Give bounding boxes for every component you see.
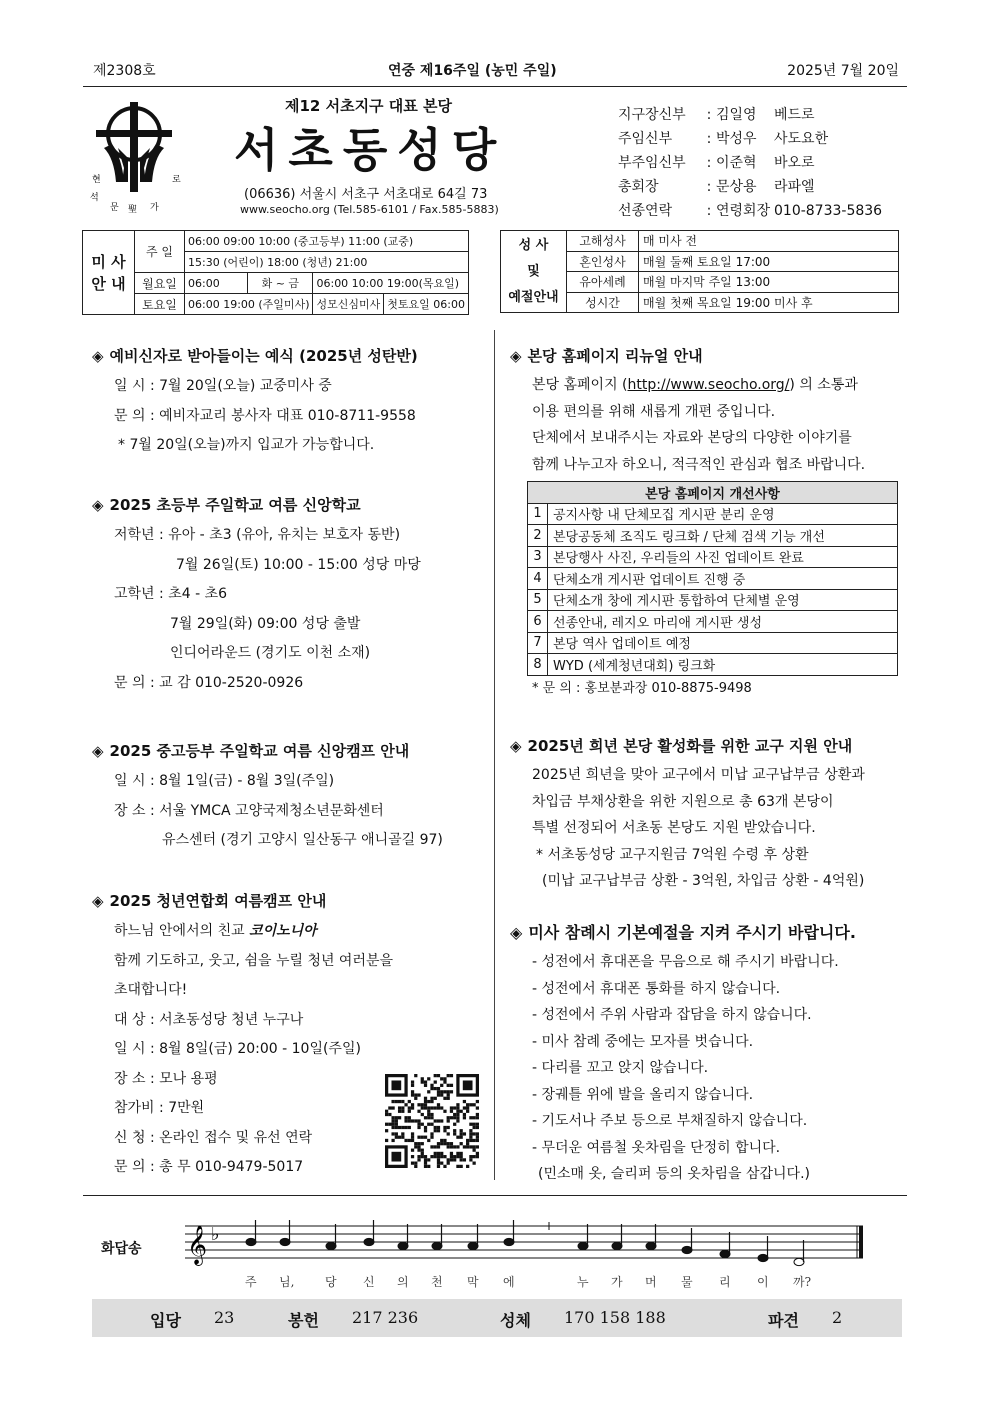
logo-char-5: 가 [150,203,159,213]
diamond-bullet-icon: ◈ [510,347,522,365]
staff-row: 선종연락 : 연령회장 010-8733-5836 [618,199,882,223]
note-mark [504,1238,514,1245]
text-line: 특별 선정되어 서초동 본당도 지원 받았습니다. [532,820,816,836]
psalm-staff [183,1210,865,1292]
lyric-syllable: 당 [325,1275,337,1289]
text-line: 고학년 : 초4 - 초6 [114,586,228,602]
text-line: 함께 나누고자 하오니, 적극적인 관심과 협조 바랍니다. [532,456,866,473]
lyric-syllable: 까? [793,1275,812,1289]
hymn-numbers-band [92,1299,902,1337]
staff-extra: 바오로 [774,155,815,171]
note-mark [246,1238,256,1245]
logo-char-1: 현 [92,175,101,185]
note-mark [326,1242,336,1249]
text-line: - 무더운 여름철 옷차림을 단정히 합니다. [532,1139,781,1156]
sacrament-kind: 고해성사 [567,231,639,252]
staff-role: 총회장 [618,179,659,195]
text-line: 7월 29일(화) 09:00 성당 출발 [170,615,361,632]
church-address: (06636) 서울시 서초구 서초대로 64길 73 [244,187,488,202]
qr-code-icon[interactable] [385,1074,479,1168]
staff-name: 이준혁 [716,155,757,171]
note-mark [682,1246,692,1253]
note-mark [280,1238,290,1245]
table-row: 6 선종안내, 레지오 마리애 게시판 생성 [528,611,898,633]
diamond-bullet-icon: ◈ [510,923,523,942]
top-info-row [93,58,899,84]
staff-name: 연령회장 [716,203,771,219]
sacrament-kind: 혼인성사 [567,251,639,272]
text-line: - 미사 참례 중에는 모자를 벗습니다. [532,1033,754,1050]
mass-schedule-table [82,230,469,315]
section-title: ◈ 미사 참례시 기본예절을 지켜 주시기 바랍니다. [510,923,856,942]
note-mark [364,1238,374,1245]
staff-role: 부주임신부 [618,155,686,171]
diamond-bullet-icon: ◈ [92,892,104,910]
mass-marian-time: 첫토요일 06:00 [384,294,469,315]
homepage-contact: * 문 의 : 홍보분과장 010-8875-9498 [532,681,752,696]
lyric-syllable: 리 [719,1275,731,1289]
table-row: 3 본당행사 사진, 우리들의 사진 업데이트 완료 [528,546,898,568]
church-logo [84,98,194,216]
logo-char-3: 문 [110,203,119,213]
sacrament-label: 성 사 및 예절안내 [501,231,567,313]
lyric-syllable: 머 [645,1275,657,1289]
table-row: 2 본당공동체 조직도 링크화 / 단체 검색 기능 개선 [528,525,898,547]
sacrament-kind: 성시간 [567,292,639,313]
note-mark [758,1254,768,1261]
section-title: ◈ 2025 청년연합회 여름캠프 안내 [92,892,327,910]
diamond-bullet-icon: ◈ [92,347,104,365]
note-mark [578,1242,588,1249]
text-line: 참가비 : 7만원 [114,1100,205,1116]
note-mark [720,1250,730,1257]
staff-role: 주임신부 [618,131,673,147]
section-elementary-camp [92,494,421,698]
note-mark [468,1242,478,1249]
staff-row: 총회장 : 문상용 라파엘 [618,175,882,199]
text-line: 이용 편의를 위해 새롭게 개편 중입니다. [532,403,776,420]
flat-icon: ♭ [211,1224,220,1245]
text-line: 일 시 : 8월 8일(금) 20:00 - 10일(주일) [114,1041,361,1057]
staff-row: 주임신부 : 박성우 사도요한 [618,127,882,151]
homepage-link[interactable]: http://www.seocho.org/ [627,377,790,393]
text-line: - 기도서나 주보 등으로 부채질하지 않습니다. [532,1113,808,1129]
lyric-syllable: 신 [363,1275,375,1289]
offertory-label: 봉헌 [288,1311,319,1330]
church-contact: www.seocho.org (Tel.585-6101 / Fax.585-5883) [240,203,499,216]
section-homepage [510,345,865,478]
section-middle-camp [92,740,443,856]
lyric-syllable: 이 [757,1275,769,1289]
dismissal-label: 파견 [768,1311,799,1330]
entrance-number: 23 [214,1308,235,1327]
mass-sunday-label: 주 일 [135,231,185,273]
text-line: - 성전에서 휴대폰 통화를 하지 않습니다. [532,980,781,997]
note-mark [398,1242,408,1249]
sacrament-kind: 유아세례 [567,272,639,293]
logo-char-4: 로 [172,175,181,185]
table-row: 7 본당 역사 업데이트 예정 [528,632,898,654]
staff-row: 부주임신부 : 이준혁 바오로 [618,151,882,175]
lyric-syllable: 천 [431,1275,443,1289]
text-line: 7월 26일(토) 10:00 - 15:00 성당 마당 [176,556,421,573]
text-line: 장 소 : 서울 YMCA 고양국제청소년문화센터 [114,802,384,819]
lyric-syllable: 에 [503,1275,515,1289]
offertory-numbers: 217 236 [352,1308,419,1327]
text-line: 단체에서 보내주시는 자료와 본당의 다양한 이야기를 [532,430,852,446]
text-line: 일 시 : 8월 1일(금) - 8월 3일(주일) [114,773,335,789]
bottom-rule [83,1195,907,1196]
table-row: 4 단체소개 게시판 업데이트 진행 중 [528,568,898,590]
text-line: 문 의 : 예비자교리 봉사자 대표 010-8711-9558 [114,407,416,424]
koinonia-emphasis: 코이노니아 [249,923,317,939]
text-line: 함께 기도하고, 웃고, 쉼을 누릴 청년 여러분을 [114,952,394,969]
text-line: - 성전에서 주위 사람과 잡담을 하지 않습니다. [532,1007,812,1023]
column-divider [494,330,495,1180]
staff-row: 지구장신부 : 김일영 베드로 [618,103,882,127]
text-line: - 다리를 꼬고 앉지 않습니다. [532,1060,709,1076]
staff-extra: 사도요한 [774,131,829,147]
table-row: 8 WYD (세계청년대회) 링크화 [528,654,898,676]
text-line: 문 의 : 교 감 010-2520-0926 [114,674,304,691]
note-mark [646,1242,656,1249]
text-line: 저학년 : 유아 - 초3 (유아, 유치는 보호자 동반) [114,527,401,543]
church-title: 서초동성당 [234,123,507,177]
sacrament-value: 매월 첫째 목요일 19:00 미사 후 [639,292,899,313]
staff-extra: 010-8733-5836 [774,203,883,219]
text-line: 인디어라운드 (경기도 이천 소재) [170,645,371,661]
sacrament-table [500,230,899,313]
staff-list [618,103,882,223]
table-row: 5 단체소개 창에 게시판 통합하여 단체별 운영 [528,589,898,611]
text-line: 대 상 : 서초동성당 청년 누구나 [114,1011,304,1028]
communion-label: 성체 [500,1311,531,1330]
section-title: ◈ 2025년 희년 본당 활성화를 위한 교구 지원 안내 [510,737,853,755]
staff-name: 문상용 [716,179,757,195]
sacrament-value: 매 미사 전 [639,231,899,252]
text-line: 문 의 : 총 무 010-9479-5017 [114,1159,304,1175]
lyric-syllable: 님, [279,1275,295,1289]
staff-name: 김일영 [716,107,757,123]
dismissal-number: 2 [832,1308,843,1327]
entrance-label: 입당 [150,1311,181,1330]
text-line: 하느님 안에서의 친교 코이노니아 [114,923,317,939]
logo-char-2: 석 [90,193,99,203]
section-jubilee [510,735,865,895]
section-etiquette [510,920,856,1188]
diamond-bullet-icon: ◈ [510,737,522,755]
communion-numbers: 170 158 188 [564,1308,666,1327]
mass-saturday-label: 토요일 [135,294,185,315]
lyric-syllable: 가 [611,1275,623,1289]
text-line: 유스센터 (경기 고양시 일산동구 애니골길 97) [162,832,443,848]
mass-monday-label: 월요일 [135,273,185,294]
bulletin-date: 2025년 7월 20일 [787,63,899,79]
treble-clef-icon: 𝄞 [187,1225,208,1265]
section-title: ◈ 본당 홈페이지 리뉴얼 안내 [510,347,703,365]
table-row: 1 공지사항 내 단체모집 게시판 분리 운영 [528,503,898,525]
text-line: - 장궤틀 위에 발을 올리지 않습니다. [532,1086,754,1103]
staff-extra: 라파엘 [774,179,815,195]
mass-weekday-time: 06:00 10:00 19:00(목요일) [313,273,468,294]
sacrament-value: 매월 둘째 토요일 17:00 [639,251,899,272]
sacrament-value: 매월 마지막 주일 13:00 [639,272,899,293]
mass-saturday-time: 06:00 19:00 (주일미사) [185,294,313,315]
text-line: 2025년 희년을 맞아 교구에서 미납 교구납부금 상환과 [532,767,865,783]
staff-role: 지구장신부 [618,107,686,123]
text-line: (민소매 옷, 슬리퍼 등의 옷차림을 삼갑니다.) [538,1166,810,1182]
text-line: - 성전에서 휴대폰을 무음으로 해 주시기 바랍니다. [532,954,839,970]
diamond-bullet-icon: ◈ [92,742,104,760]
section-title: ◈ 2025 초등부 주일학교 여름 신앙학교 [92,496,361,514]
text-line: 장 소 : 모나 용평 [114,1070,218,1087]
text-line: 초대합니다! [114,982,188,998]
issue-number: 제2308호 [93,63,156,79]
homepage-improvements-table [527,481,898,676]
top-rule [83,86,907,87]
section-title: ◈ 예비신자로 받아들이는 예식 (2025년 성탄반) [92,347,418,365]
section-catechumen [92,345,418,461]
mass-sunday-times-2: 15:30 (어린이) 18:00 (청년) 21:00 [185,252,469,273]
mass-label: 미 사 안 내 [83,231,135,315]
text-line: 일 시 : 7월 20일(오늘) 교중미사 중 [114,378,332,394]
mass-marian-label: 성모신심미사 [313,294,384,315]
lyric-syllable: 누 [577,1275,589,1289]
mass-monday-time: 06:00 [185,273,248,294]
responsorial-psalm [83,1210,907,1292]
text-line: 신 청 : 온라인 접수 및 유선 연락 [114,1129,313,1146]
text-line: 차입금 부채상환을 위한 지원으로 총 63개 본당이 [532,793,834,810]
text-line: (미납 교구납부금 상환 - 3억원, 차입금 상환 - 4억원) [542,873,865,889]
lyric-syllable: 막 [467,1275,479,1289]
lyric-syllable: 주 [245,1275,257,1289]
text-line: * 7월 20일(오늘)까지 입교가 가능합니다. [118,437,375,453]
staff-extra: 베드로 [774,107,815,123]
text-line: 본당 홈페이지 (http://www.seocho.org/) 의 소통과 [532,377,858,393]
table-header: 본당 홈페이지 개선사항 [528,482,898,504]
church-logo-icon [84,98,194,216]
lyric-syllable: 물 [681,1275,693,1289]
text-line: * 서초동성당 교구지원금 7억원 수령 후 상환 [536,846,809,863]
note-mark [612,1242,622,1249]
staff-role: 선종연락 [618,203,673,219]
note-mark [432,1242,442,1249]
psalm-label: 화답송 [101,1241,142,1257]
note-mark [794,1258,804,1265]
section-youth-camp [92,890,393,1183]
logo-char-6: 聖 [128,205,138,215]
lyric-syllable: 의 [397,1275,409,1289]
diamond-bullet-icon: ◈ [92,496,104,514]
staff-name: 박성우 [716,131,757,147]
header-subtitle: 제12 서초지구 대표 본당 [285,97,452,115]
liturgical-sunday: 연중 제16주일 (농민 주일) [388,63,557,79]
mass-sunday-times-1: 06:00 09:00 10:00 (중고등부) 11:00 (교중) [185,231,469,252]
mass-weekday-label: 화 ~ 금 [248,273,313,294]
section-title: ◈ 2025 중고등부 주일학교 여름 신앙캠프 안내 [92,742,410,760]
